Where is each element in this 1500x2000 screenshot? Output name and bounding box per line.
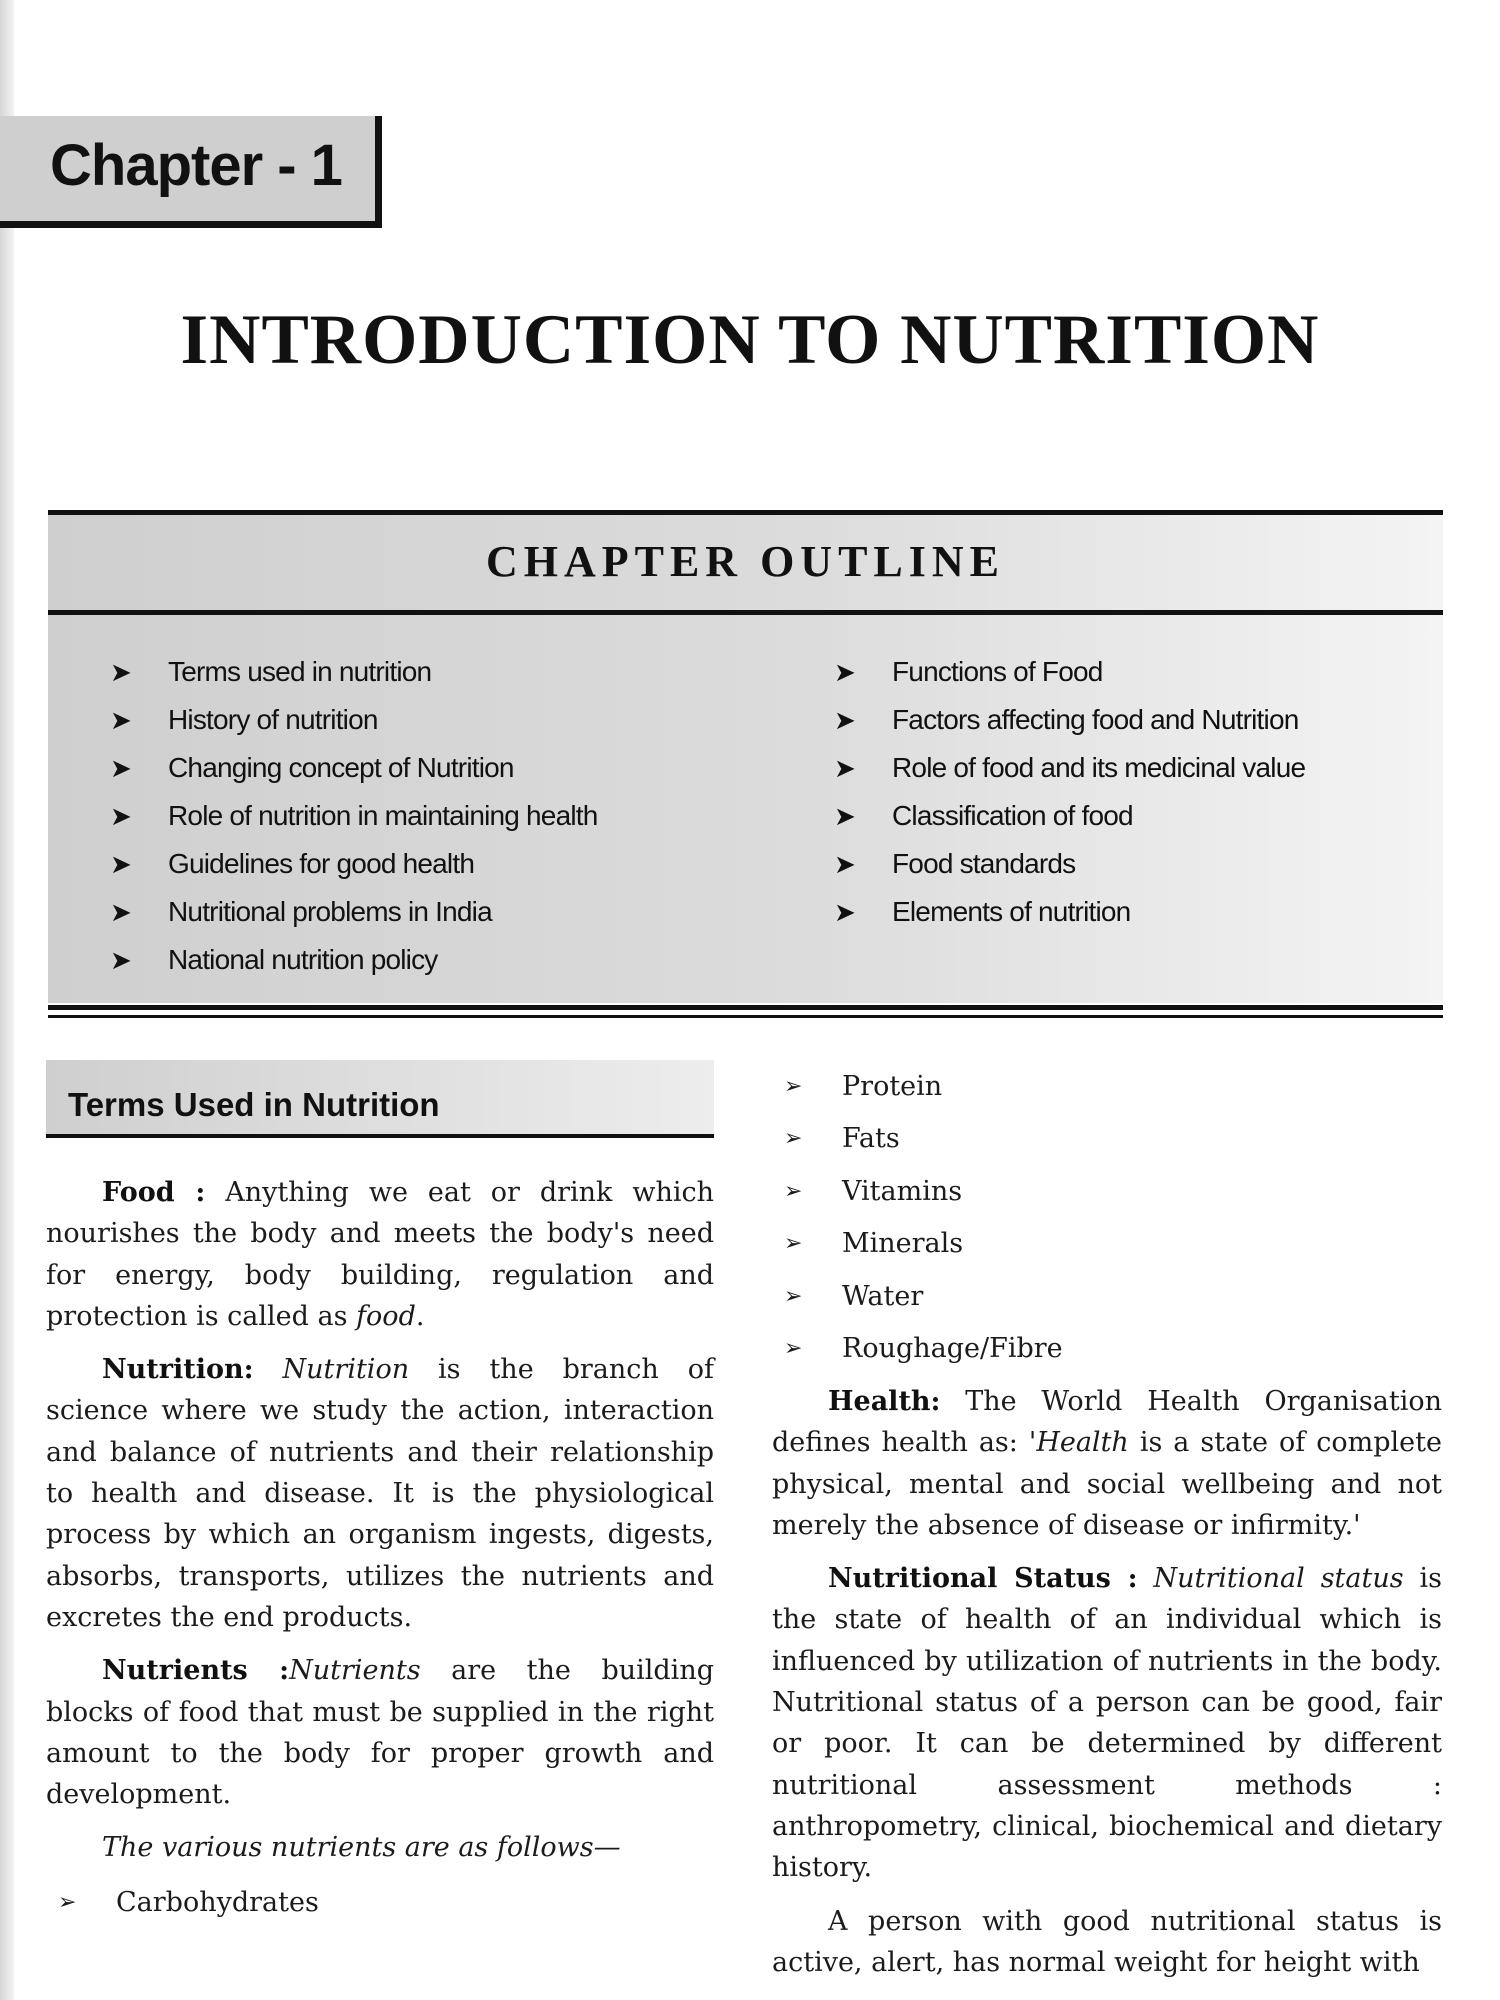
right-column xyxy=(772,1060,1442,1995)
arrow-icon: ➢ xyxy=(784,1073,803,1099)
food-definition: Food : Anything we eat or drink which nourishes the body and meets the body's need for energy, body building, regulation and protection is called as food. xyxy=(46,1177,714,1332)
outline-item: ➤ Terms used in nutrition xyxy=(110,656,432,687)
nutrient-item: ➢ Water xyxy=(772,1270,1442,1323)
arrow-icon: ➤ xyxy=(110,848,131,879)
nutrition-definition: Nutrition: Nutrition is the branch of science where we study the action, interaction and balance of nutrients and their relationship to health and disease. It is the physiological process by which an organism ingests, digests, absorbs, transports, utilizes the nutrients and excretes the end products. xyxy=(46,1354,714,1633)
left-column xyxy=(46,1060,714,1929)
outline-item: ➤ National nutrition policy xyxy=(110,944,438,975)
nutrient-list-right xyxy=(772,1060,1442,1375)
outline-item: ➤ Food standards xyxy=(834,848,1076,879)
nutrient-item: ➢ Roughage/Fibre xyxy=(772,1323,1442,1376)
arrow-icon: ➢ xyxy=(784,1126,803,1152)
nutrients-intro: The various nutrients are as follows— xyxy=(102,1832,621,1864)
arrow-icon: ➤ xyxy=(110,656,131,687)
arrow-icon: ➢ xyxy=(784,1283,803,1309)
chapter-tab xyxy=(0,116,382,228)
good-status-paragraph: A person with good nutritional status is active, alert, has normal weight for height with xyxy=(772,1905,1442,1978)
arrow-icon: ➢ xyxy=(784,1231,803,1257)
outline-item: ➤ Guidelines for good health xyxy=(110,848,475,879)
arrow-icon: ➤ xyxy=(834,656,855,687)
nutrient-item: ➢ Minerals xyxy=(772,1218,1442,1271)
chapter-label: Chapter - 1 xyxy=(50,133,342,198)
arrow-icon: ➤ xyxy=(834,704,855,735)
arrow-icon: ➤ xyxy=(110,752,131,783)
nutrient-item: ➢ Fats xyxy=(772,1113,1442,1166)
arrow-icon: ➤ xyxy=(834,752,855,783)
nutrient-item: ➢ Vitamins xyxy=(772,1165,1442,1218)
outline-item: ➤ Role of nutrition in maintaining health xyxy=(110,800,598,831)
nutrient-item: ➢ Protein xyxy=(772,1060,1442,1113)
arrow-icon: ➢ xyxy=(784,1336,803,1362)
outline-bottom-rule xyxy=(48,1005,1443,1010)
outline-item: ➤ Elements of nutrition xyxy=(834,896,1131,927)
arrow-icon: ➤ xyxy=(110,800,131,831)
arrow-icon: ➢ xyxy=(58,1890,77,1916)
outline-left-list xyxy=(110,648,598,984)
nutritional-status-definition: Nutritional Status : Nutritional status is the state of health of an individual which is influenced by utilization of nutrients in the body. Nutritional status of a person can be good, fair or poor. It can be determined by different nutritional assessment methods : anthropometry, clinical, biochemical and dietary history. xyxy=(772,1563,1443,1884)
outline-top-rule xyxy=(48,510,1443,515)
outline-item: ➤ Changing concept of Nutrition xyxy=(110,752,514,783)
chapter-outline xyxy=(48,510,1443,1020)
outline-item: ➤ Factors affecting food and Nutrition xyxy=(834,704,1299,735)
nutrient-item: ➢ Carbohydrates xyxy=(46,1876,714,1929)
outline-heading: CHAPTER OUTLINE xyxy=(485,537,1006,586)
arrow-icon: ➤ xyxy=(834,848,855,879)
arrow-icon: ➤ xyxy=(110,704,131,735)
outline-item: ➤ History of nutrition xyxy=(110,704,378,735)
arrow-icon: ➤ xyxy=(110,896,131,927)
chapter-title: INTRODUCTION TO NUTRITION xyxy=(180,301,1320,379)
outline-item: ➤ Role of food and its medicinal value xyxy=(834,752,1306,783)
arrow-icon: ➢ xyxy=(784,1178,803,1204)
arrow-icon: ➤ xyxy=(834,800,855,831)
health-definition: Health: The World Health Organisation defines health as: 'Health is a state of complete physical, mental and social wellbeing and not merely the absence of disease or infirmity.' xyxy=(772,1386,1442,1541)
section-heading-text: Terms Used in Nutrition xyxy=(68,1086,440,1123)
arrow-icon: ➤ xyxy=(110,944,131,975)
section-heading xyxy=(46,1060,714,1138)
outline-bottom-rule-2 xyxy=(48,1015,1443,1018)
arrow-icon: ➤ xyxy=(834,896,855,927)
outline-mid-rule xyxy=(48,610,1443,615)
outline-item: ➤ Functions of Food xyxy=(834,656,1103,687)
nutrients-definition: Nutrients :Nutrients are the building blocks of food that must be supplied in the right amount to the body for proper growth and development. xyxy=(46,1655,714,1811)
outline-item: ➤ Classification of food xyxy=(834,800,1133,831)
outline-right-list xyxy=(834,648,1305,936)
outline-item: ➤ Nutritional problems in India xyxy=(110,896,492,927)
nutrient-list-left xyxy=(46,1876,714,1929)
